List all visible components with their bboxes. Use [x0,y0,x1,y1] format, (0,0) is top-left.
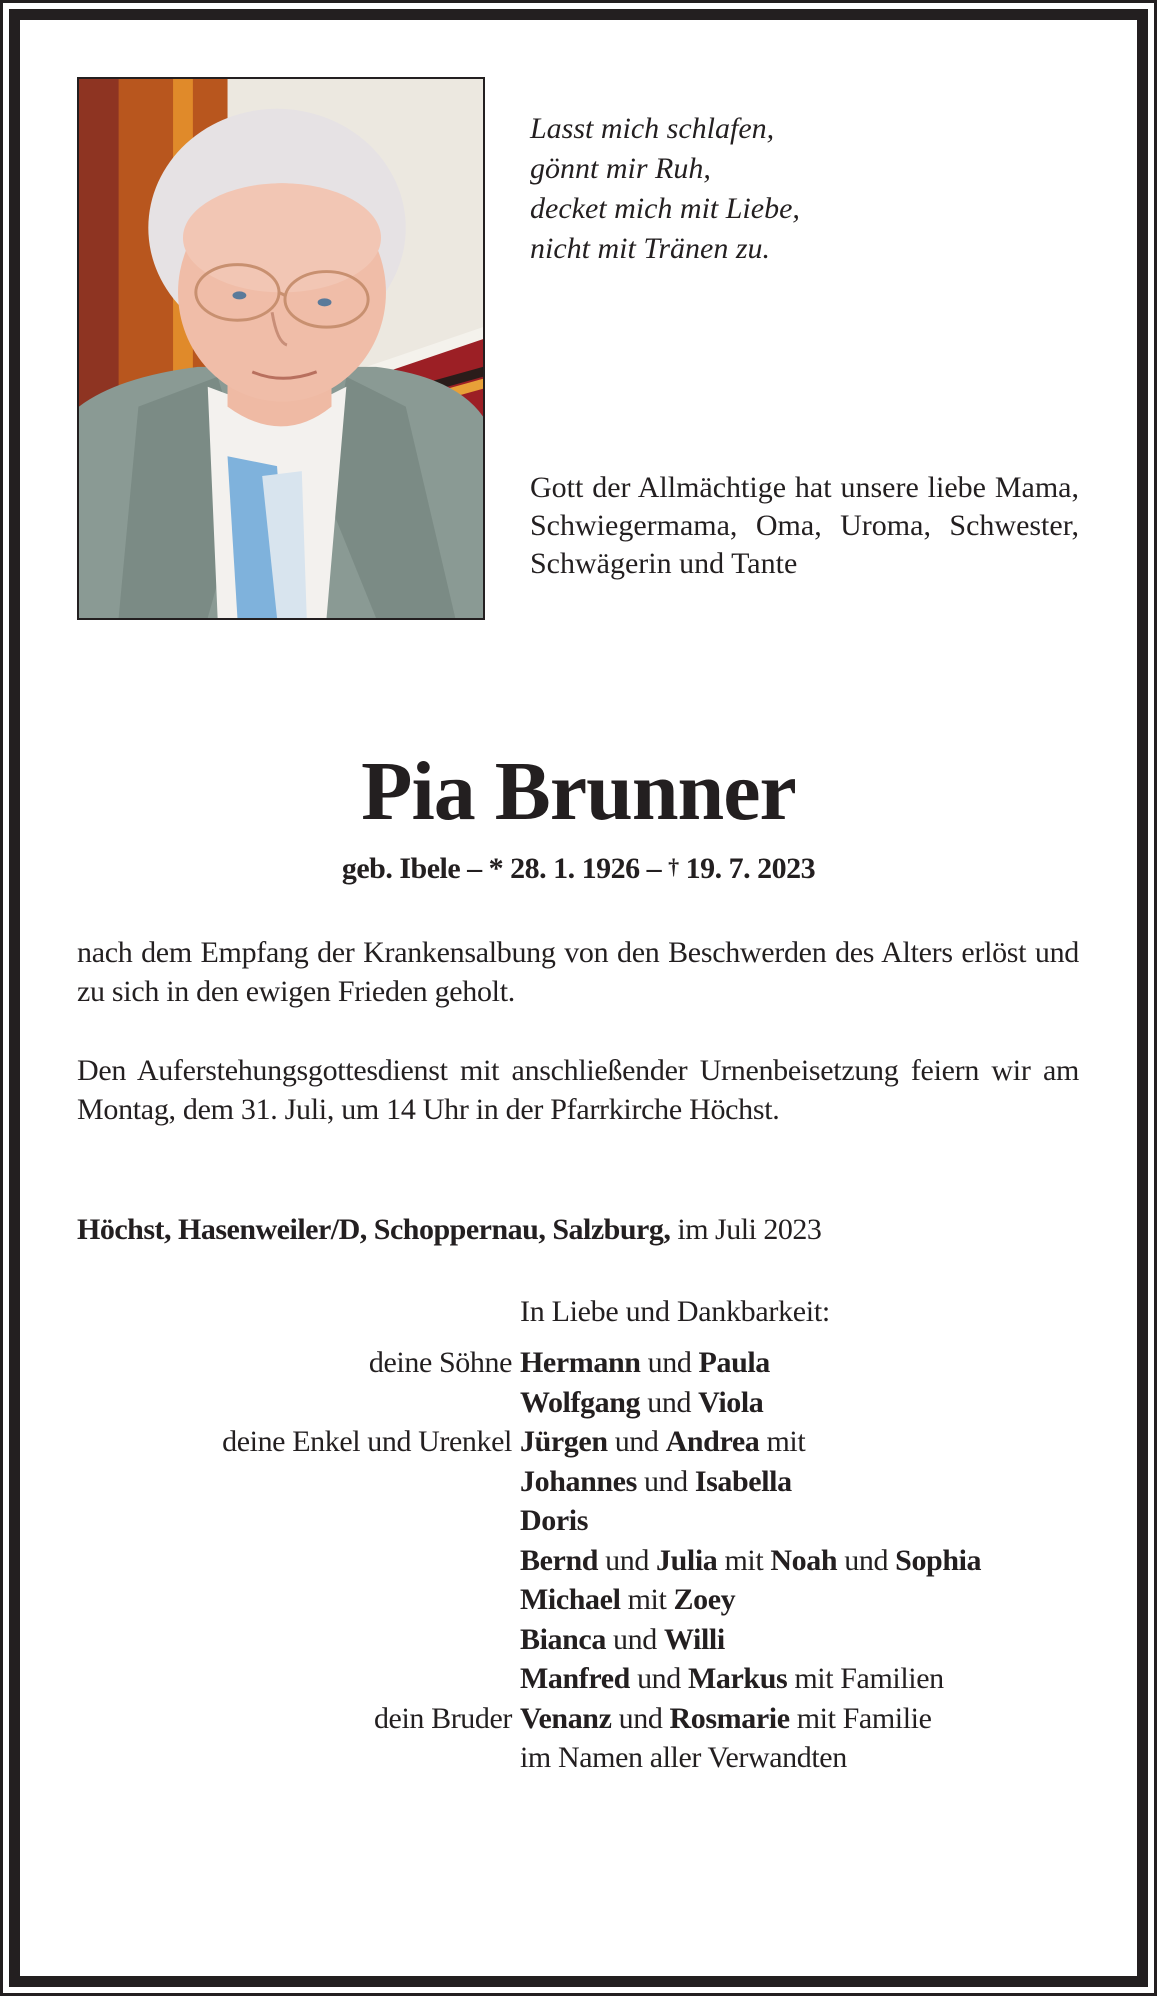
mourner-names [520,1699,932,1739]
connector-text: mit [759,1425,806,1458]
person-name: Doris [520,1504,588,1537]
intro-text: Gott der Allmächtige hat unsere liebe Mama, Schwiegermama, Oma, Uroma, Schwester, Schwägerin und Tante [530,471,1079,580]
person-name: Venanz [520,1701,612,1735]
birth-star-icon: * [488,852,504,885]
mourner-names [520,1541,981,1581]
mourner-names [520,1580,735,1620]
mourner-row [0,1343,1157,1383]
person-name: Bianca [520,1622,606,1656]
person-name: Rosmarie [669,1701,790,1735]
person-name: Andrea [665,1425,760,1458]
person-name: Jürgen [520,1425,608,1458]
poem-line: gönnt mir Ruh, [530,152,711,185]
mourner-names [520,1422,805,1462]
birth-date: 28. 1. 1926 [510,852,640,885]
poem-line: Lasst mich schlafen, [530,112,775,145]
death-date: 19. 7. 2023 [685,852,816,885]
mourner-names [520,1462,792,1502]
mourner-row [0,1620,1157,1660]
mourner-row [0,1541,1157,1581]
places: Höchst, Hasenweiler/D, Schoppernau, Salzburg, [77,1213,671,1246]
mourner-names [520,1659,944,1699]
connector-text: mit Familien [787,1662,944,1695]
mourner-row [0,1699,1157,1739]
connector-text: mit [717,1543,771,1577]
connector-text: und [611,1701,670,1735]
person-name: Zoey [673,1583,736,1616]
person-name: Michael [520,1583,621,1616]
portrait-photo [77,77,485,620]
connector-text: im Namen aller Verwandten [520,1741,847,1774]
mourner-names [520,1501,588,1541]
life-dates [0,848,1157,888]
connector-text: mit [620,1583,674,1616]
mourner-row [0,1383,1157,1423]
mourners-list [0,1343,1157,1778]
person-name: Sophia [895,1543,982,1577]
separator: – [467,852,482,885]
separator: – [646,852,662,885]
person-name: Johannes [520,1464,637,1498]
connector-text: und [640,1385,699,1419]
person-name: Julia [656,1543,718,1577]
mourner-row [0,1501,1157,1541]
mourner-names [520,1383,763,1423]
person-name: Viola [698,1385,764,1419]
mourner-row [0,1659,1157,1699]
poem [530,109,1090,269]
person-name: Markus [687,1662,788,1695]
mourner-row [0,1422,1157,1462]
service-paragraph: Den Auferstehungsgottesdienst mit anschließender Urnenbeisetzung feiern wir am Montag, dem 31. Juli, um 14 Uhr in der Pfarrkirche Höchst. [77,1054,1079,1126]
relation-label: deine Söhne [368,1346,512,1379]
person-name: Wolfgang [520,1385,641,1419]
connector-text: und [636,1464,695,1498]
mourner-row [0,1738,1157,1778]
mourner-names [520,1620,725,1660]
death-cross-icon: † [668,854,679,879]
poem-line: decket mich mit Liebe, [530,192,800,225]
mourner-row [0,1580,1157,1620]
poem-line: nicht mit Tränen zu. [530,232,771,265]
connector-text: und [640,1346,699,1379]
passing-paragraph: nach dem Empfang der Krankensalbung von den Beschwerden des Alters erlöst und zu sich in den ewigen Frieden geholt. [77,936,1079,1008]
deceased-name: Pia Brunner [361,745,796,838]
person-name: Manfred [520,1662,630,1695]
mourner-names [520,1738,847,1778]
mourner-names [520,1343,770,1383]
connector-text: und [598,1543,657,1577]
portrait-image [79,79,483,618]
places-and-date [77,1210,1087,1250]
connector-text: und [605,1622,664,1656]
person-name: Isabella [694,1464,792,1498]
person-name: Bernd [520,1543,599,1577]
mourner-row [0,1462,1157,1502]
birth-name: geb. Ibele [341,852,461,885]
person-name: Willi [663,1622,725,1656]
person-name: Hermann [520,1346,641,1379]
connector-text: und [629,1662,688,1695]
connector-text: und [837,1543,896,1577]
thanks-line: In Liebe und Dankbarkeit: [520,1295,830,1328]
connector-text: und [607,1425,666,1458]
person-name: Paula [698,1346,770,1379]
relation-label: dein Bruder [373,1701,512,1735]
connector-text: mit Familie [789,1701,932,1735]
month-year: im Juli 2023 [670,1213,822,1246]
relation-label: deine Enkel und Urenkel [222,1425,512,1458]
person-name: Noah [770,1543,838,1577]
